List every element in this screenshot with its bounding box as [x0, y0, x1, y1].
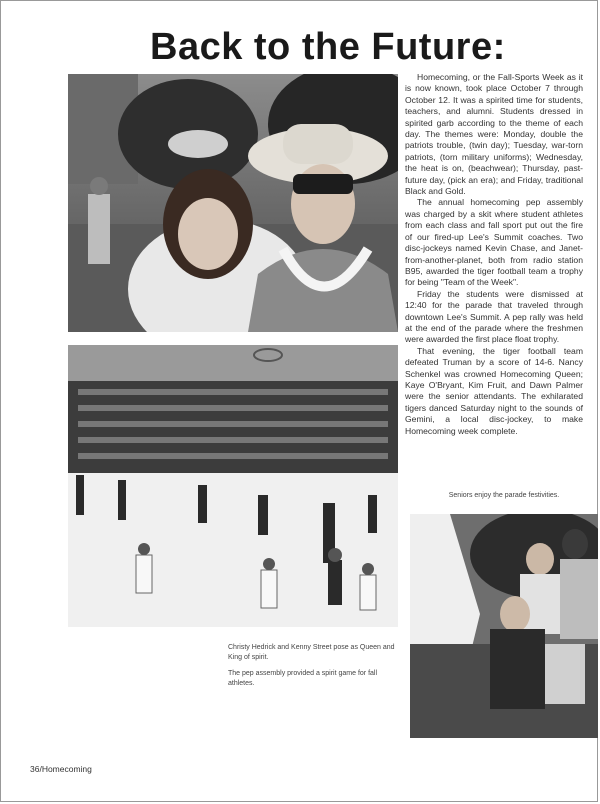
page-title: Back to the Future: — [150, 26, 506, 68]
article-paragraph: Homecoming, or the Fall-Sports Week as it is now known, took place October 7 through October 12. It was a spirited time for students, teachers, and alumni. Students dressed in spirited garb according to the theme of each day. The themes were: Monday, double the patriots trouble, (twin day); Tuesday, war-torn patriots, (torn military uniforms); Wednesday, the heat is on, (beachwear); Thursday, past-future day, (pick an era); and Friday, traditional Black and Gold. — [405, 72, 583, 197]
caption-queen-king: Christy Hedrick and Kenny Street pose as Queen and King of spirit. — [228, 644, 395, 661]
caption-pep-assembly: The pep assembly provided a spirit game for fall athletes. — [228, 670, 378, 687]
article-body — [405, 72, 583, 437]
article-paragraph: That evening, the tiger football team defeated Truman by a score of 14-6. Nancy Schenkel was crowned Homecoming Queen; Kaye O'Bryant, Kim Fruit, and Dawn Palmer were the senior attendants. The exhilarated tigers danced Saturday night to the sounds of Gemini, a local disc-jockey, to make Homecoming week complete. — [405, 345, 583, 436]
photo-seniors-parade — [410, 514, 598, 738]
photo-captions — [228, 643, 400, 695]
caption-seniors: Seniors enjoy the parade festivities. — [448, 492, 560, 499]
photo-queen-and-king — [68, 74, 398, 332]
article-paragraph: The annual homecoming pep assembly was charged by a skit where student athletes from each class and fall sport put out the fire of our fired-up Lee's Summit coaches. Two disc-jockeys named Kevin Chase, and Janet-from-another-planet, both from radio station B95, awarded the tiger football team a trophy for being "Team of the Week". — [405, 197, 583, 288]
article-paragraph: Friday the students were dismissed at 12:40 for the parade that traveled through downtown Lee's Summit. A pep rally was held at the end of the parade where the freshmen were awarded the first place float trophy. — [405, 288, 583, 345]
photo-pep-assembly — [68, 345, 398, 627]
page-folio: 36/Homecoming — [30, 764, 92, 774]
